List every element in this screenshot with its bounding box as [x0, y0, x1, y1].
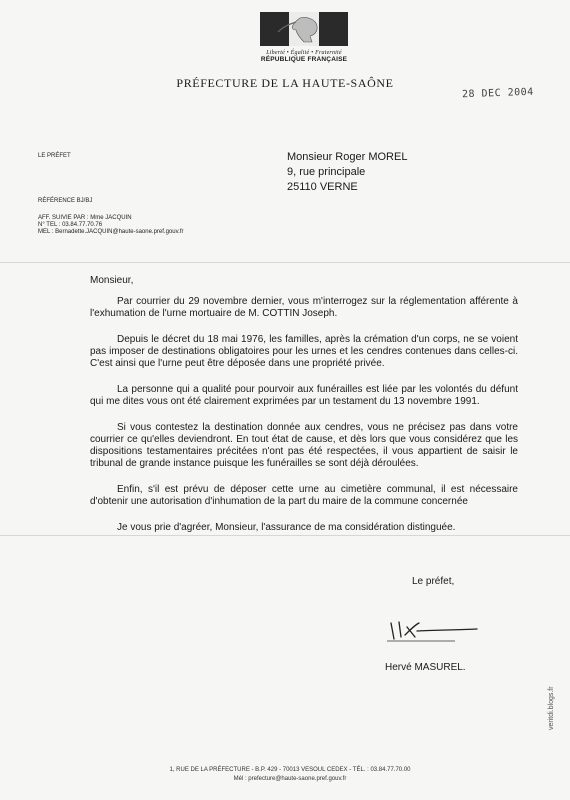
prefecture-title: PRÉFECTURE DE LA HAUTE-SAÔNE [176, 76, 394, 90]
date-stamp: 28 DEC 2004 [461, 86, 534, 101]
paragraph-1: Par courrier du 29 novembre dernier, vous m'interrogez sur la réglementation afférente à l'exhumation de l'urne mortuaire de M. COTTIN Joseph. [90, 296, 518, 319]
marianne-logo [259, 12, 349, 72]
footer-address [110, 766, 470, 784]
paragraph-4: Si vous contestez la destination donnée aux cendres, vous ne précisez pas dans votre courrier ce qu'elles deviendront. En tout état de cause, et dès lors que vous considérez que les dispositions testamentaires précitées n'ont pas été respectées, il vous appartient de saisir le tribunal de grande instance puisque les funérailles se sont déjà déroulées. [90, 422, 518, 469]
letter-body [90, 275, 518, 548]
watermark-text: veritdi.blogs.fr [548, 686, 555, 730]
tel-line: N° TEL : 03.84.77.70.76 [38, 222, 103, 228]
republic-motto: Liberté • Égalité • Fraternité [266, 50, 342, 56]
recipient-address [287, 150, 407, 195]
affaire-line: AFF. SUIVIE PAR : Mme JACQUIN [38, 215, 132, 221]
paragraph-5: Enfin, s'il est prévu de déposer cette urne au cimetière communal, il est nécessaire d'obtenir une autorisation d'inhumation de la part du maire de la commune concernée [90, 484, 518, 507]
footer-line-2: Mél : prefecture@haute-saone.pref.gouv.fr [233, 776, 347, 782]
recipient-city: 25110 VERNE [287, 181, 358, 193]
republic-title: RÉPUBLIQUE FRANÇAISE [260, 56, 348, 63]
recipient-street: 9, rue principale [287, 166, 366, 178]
handwritten-signature [385, 617, 480, 643]
paragraph-6: Je vous prie d'agréer, Monsieur, l'assurance de ma considération distinguée. [117, 522, 456, 533]
mel-line: MEL : Bernadette.JACQUIN@haute-saone.pref.gouv.fr [38, 229, 184, 235]
footer-line-1: 1, RUE DE LA PRÉFECTURE - B.P. 429 - 70013 VESOUL CEDEX - TÉL. : 03.84.77.70.00 [169, 767, 411, 773]
paragraph-2: Depuis le décret du 18 mai 1976, les familles, après la crémation d'un corps, ne se voient pas imposer de destinations obligatoires pour les urnes et les cendres contenues dans celles-ci. C'est ainsi que l'urne peut être déposée dans une propriété privée. [90, 334, 518, 369]
closing-title: Le préfet, [412, 576, 455, 587]
greeting: Monsieur, [90, 275, 134, 286]
paragraph-3: La personne qui a qualité pour pourvoir aux funérailles est liée par les volontés du défunt qui me dites vous ont été clairement exprimées par un testament du 13 novembre 1991. [90, 384, 518, 407]
signatory-name: Hervé MASUREL. [385, 662, 466, 673]
sender-label: LE PRÉFET [38, 153, 71, 159]
sender-contact [38, 215, 184, 236]
paper-fold [0, 262, 570, 263]
reference: RÉFÉRENCE BJ/BJ [38, 198, 93, 204]
recipient-name: Monsieur Roger MOREL [287, 151, 408, 163]
